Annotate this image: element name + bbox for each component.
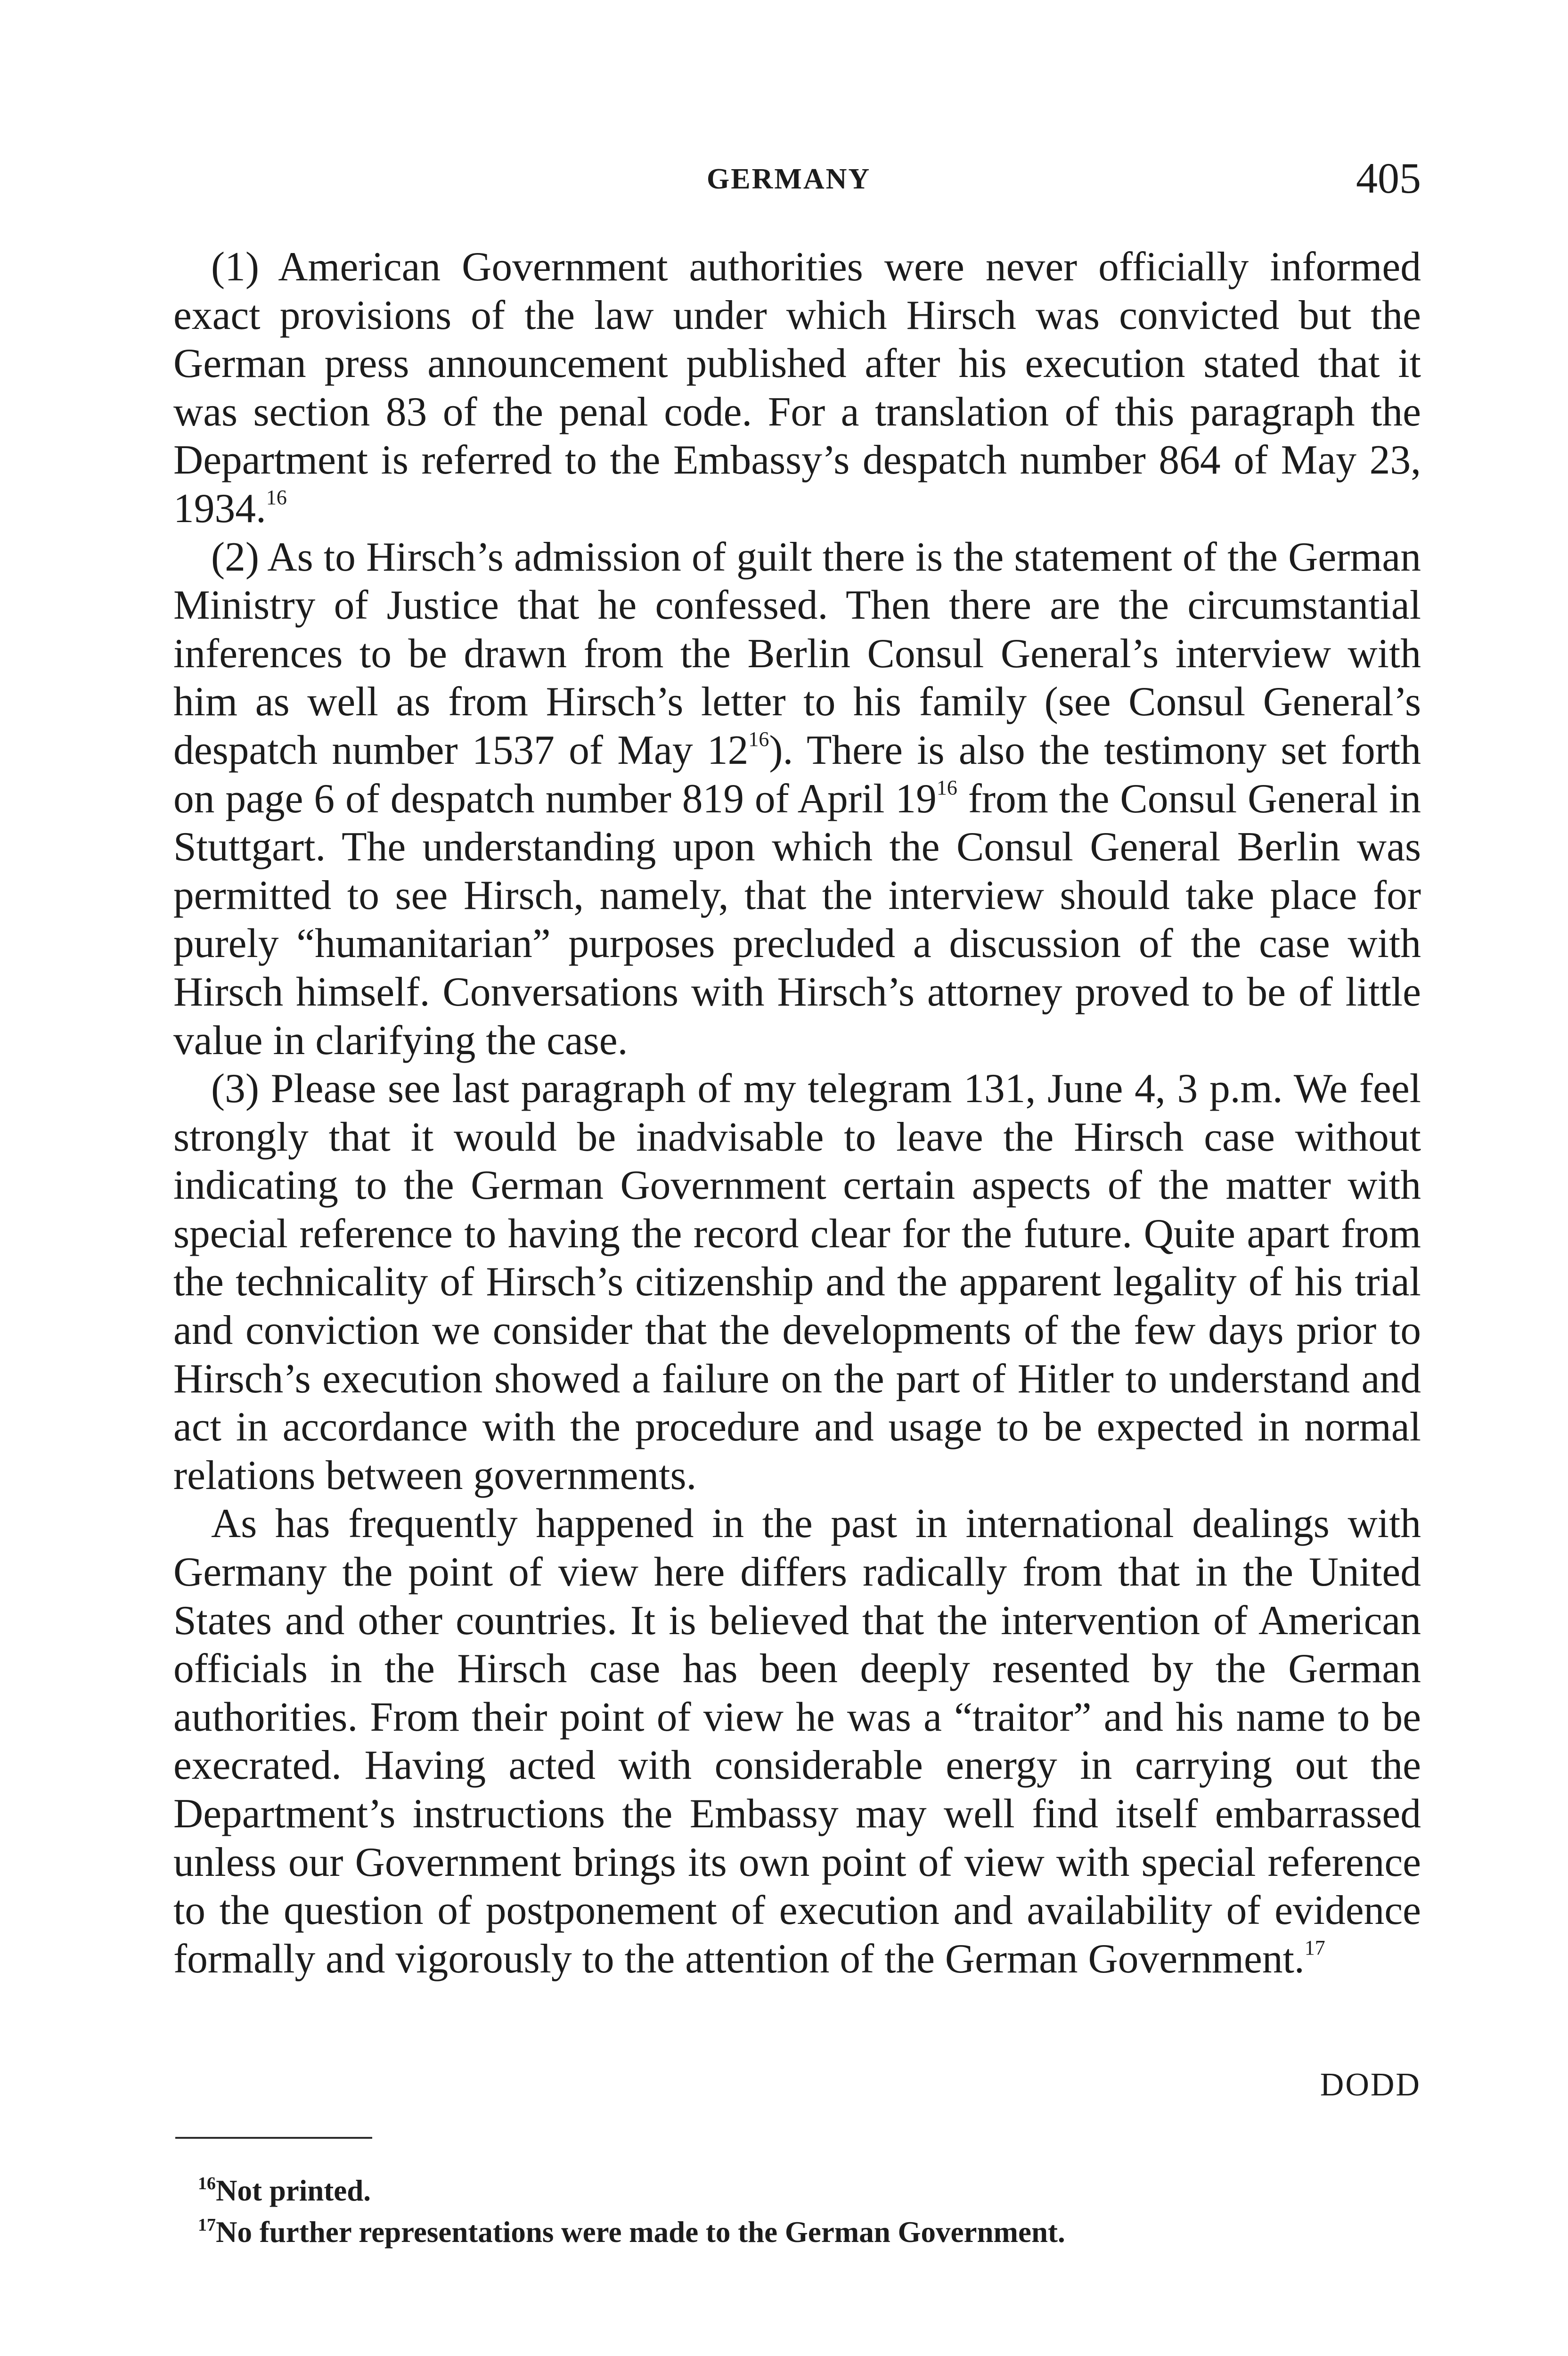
footnote-ref: 16 [266,485,287,509]
paragraph-2-text-c: from the Consul General in Stuttgart. The understanding upon which the Consul General Berlin was permitted to see Hirsch, namely, that the interview should take place for purely “humanitarian” purposes precluded a discussion of the case with Hirsch himself. Conversations with Hirsch’s attorney proved to be of little value in clarifying the case. [173,775,1421,1063]
footnote-divider [175,2137,372,2139]
signature: DODD [1320,2067,1421,2103]
running-head: GERMANY [707,163,871,195]
body-text [173,243,1421,1983]
paragraph-1-text: (1) American Government authorities were never officially informed exact provisions of the law under which Hirsch was convicted but the German press announcement published after his execution stated that it was section 83 of the penal code. For a translation of this paragraph the Department is referred to the Embassy’s despatch number 864 of May 23, 1934. [173,244,1421,531]
paragraph-4 [173,1499,1421,1983]
paragraph-3-text: (3) Please see last paragraph of my telegram 131, June 4, 3 p.m. We feel strongly that it would be inadvisable to leave the Hirsch case without indicating to the German Government certain aspects of the matter with special reference to having the record clear for the future. Quite apart from the technicality of Hirsch’s citizenship and the apparent legality of his trial and conviction we consider that the developments of the few days prior to Hirsch’s execution showed a failure on the part of Hitler to understand and act in accordance with the procedure and usage to be expected in normal relations between governments. [173,1065,1421,1498]
paragraph-1 [173,243,1421,533]
paragraph-2-text-b: ). There is also the testimony set forth on page 6 of despatch number 819 of April 19 [173,727,1421,821]
footnote-ref: 17 [1304,1936,1325,1959]
paragraph-2 [173,533,1421,1065]
footnote-text: No further representations were made to the German Government. [216,2216,1065,2249]
page-number: 405 [1356,154,1421,202]
footnote-mark: 17 [198,2215,216,2235]
paragraph-3 [173,1064,1421,1499]
footnote-16 [198,2170,1065,2211]
footnote-ref: 16 [936,776,957,799]
footnote-mark: 16 [198,2174,216,2193]
paragraph-2-text-a: (2) As to Hirsch’s admission of guilt there is the statement of the German Ministry of Justice that he confessed. Then there are the circumstantial inferences to be drawn from the Berlin Consul General’s interview with him as well as from Hirsch’s letter to his family (see Consul General’s despatch number 1537 of May 12 [173,533,1421,773]
footnote-17 [198,2211,1065,2253]
footnotes [198,2170,1065,2253]
footnote-text: Not printed. [216,2174,371,2207]
footnote-ref: 16 [748,727,769,751]
paragraph-4-text: As has frequently happened in the past in international dealings with Germany the point of view here differs radically from that in the United States and other countries. It is believed that the intervention of American officials in the Hirsch case has been deeply resented by the German authorities. From their point of view he was a “traitor” and his name to be execrated. Having acted with considerable energy in carrying out the Department’s instructions the Embassy may well find itself embarrassed unless our Government brings its own point of view with special reference to the question of postponement of execution and availability of evidence formally and vigorously to the attention of the German Government. [173,1500,1421,1981]
